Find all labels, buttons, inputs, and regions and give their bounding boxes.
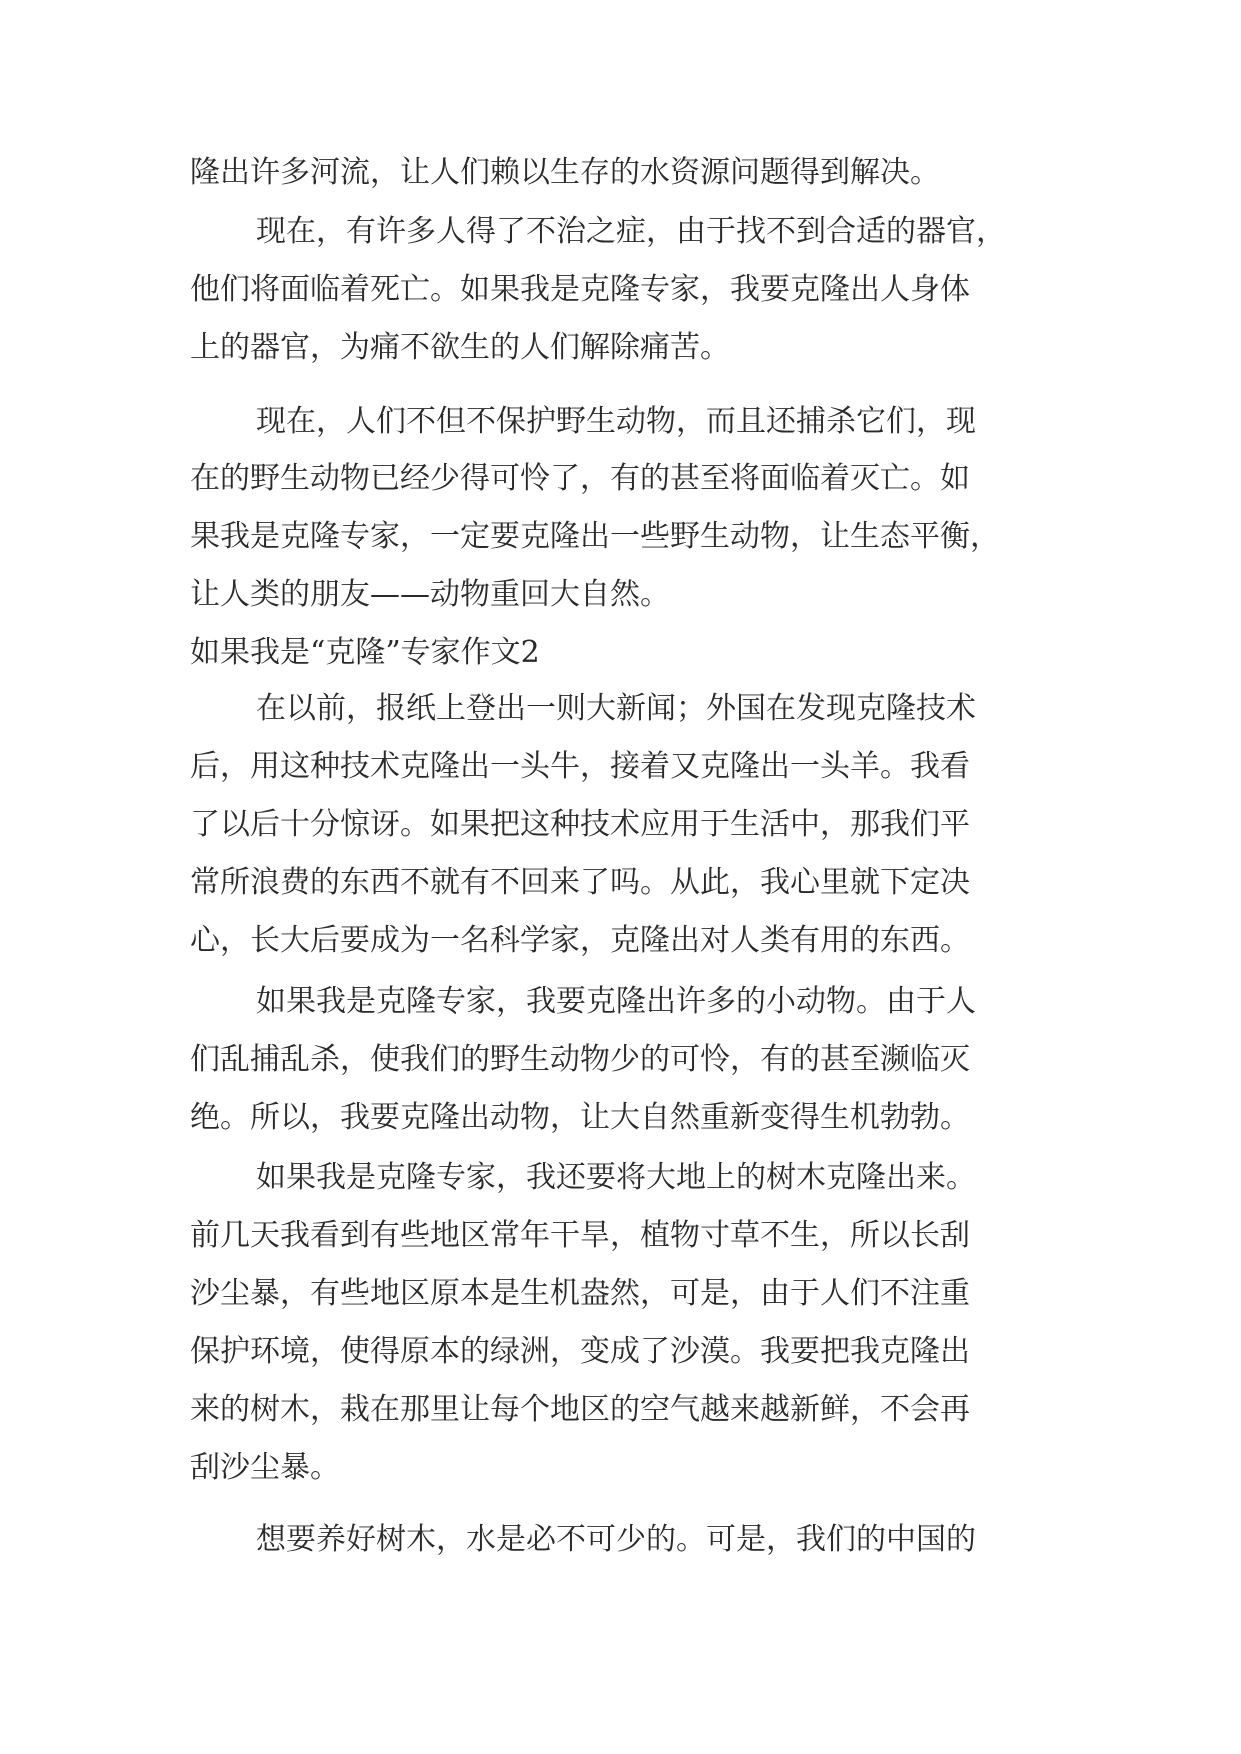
text-line: 上的器官，为痛不欲生的人们解除痛苦。 (190, 330, 730, 365)
text-line: 在以前，报纸上登出一则大新闻；外国在发现克隆技术 (256, 691, 976, 726)
text-line: 后，用这种技术克隆出一头牛，接着又克隆出一头羊。我看 (190, 749, 970, 784)
text-line: 心，长大后要成为一名科学家，克隆出对人类有用的东西。 (190, 923, 970, 958)
text-line: 隆出许多河流，让人们赖以生存的水资源问题得到解决。 (190, 155, 940, 190)
section-heading: 如果我是“克隆”专家作文2 (190, 635, 540, 670)
text-line: 常所浪费的东西不就有不回来了吗。从此，我心里就下定决 (190, 865, 970, 900)
text-line: 让人类的朋友——动物重回大自然。 (190, 577, 670, 612)
text-line: 想要养好树木，水是必不可少的。可是，我们的中国的 (256, 1522, 976, 1557)
text-line: 沙尘暴，有些地区原本是生机盎然，可是，由于人们不注重 (190, 1276, 970, 1311)
text-line: 如果我是克隆专家，我要克隆出许多的小动物。由于人 (256, 984, 976, 1019)
text-line: 刮沙尘暴。 (190, 1450, 340, 1485)
text-line: 在的野生动物已经少得可怜了，有的甚至将面临着灭亡。如 (190, 461, 970, 496)
text-line: 他们将面临着死亡。如果我是克隆专家，我要克隆出人身体 (190, 272, 970, 307)
text-line: 果我是克隆专家，一定要克隆出一些野生动物，让生态平衡， (190, 519, 1000, 554)
text-line: 绝。所以，我要克隆出动物，让大自然重新变得生机勃勃。 (190, 1100, 970, 1135)
text-line: 来的树木，栽在那里让每个地区的空气越来越新鲜，不会再 (190, 1392, 970, 1427)
text-line: 保护环境，使得原本的绿洲，变成了沙漠。我要把我克隆出 (190, 1334, 970, 1369)
text-line: 前几天我看到有些地区常年干旱，植物寸草不生，所以长刮 (190, 1218, 970, 1253)
text-line: 现在，有许多人得了不治之症，由于找不到合适的器官， (256, 214, 1006, 249)
text-line: 如果我是克隆专家，我还要将大地上的树木克隆出来。 (256, 1160, 976, 1195)
text-line: 了以后十分惊讶。如果把这种技术应用于生活中，那我们平 (190, 807, 970, 842)
text-line: 们乱捕乱杀，使我们的野生动物少的可怜，有的甚至濒临灭 (190, 1042, 970, 1077)
text-line: 现在，人们不但不保护野生动物，而且还捕杀它们，现 (256, 404, 976, 439)
